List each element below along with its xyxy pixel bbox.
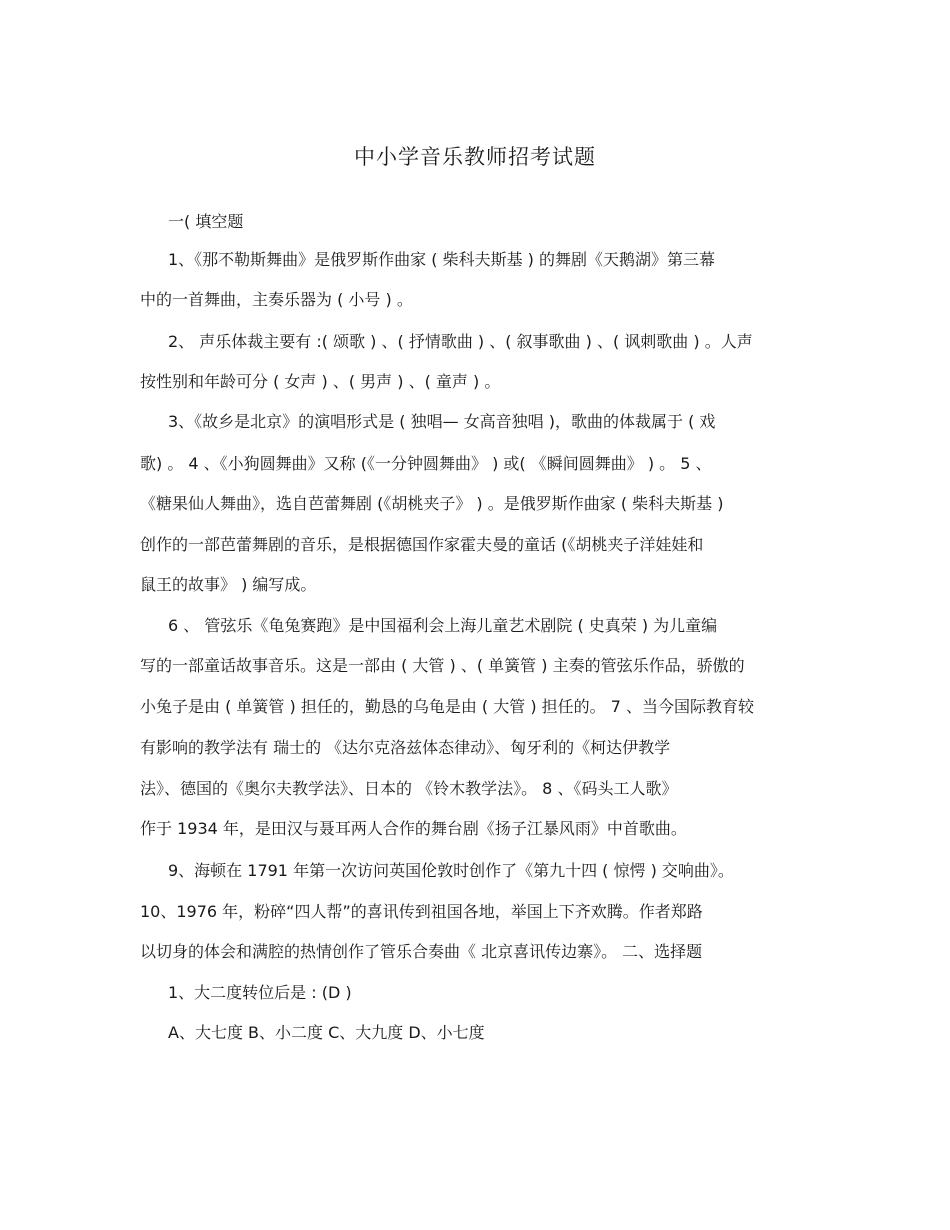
- paragraph-line: 鼠王的故事》 ) 编写成。: [140, 575, 317, 594]
- paragraph-line: 《糖果仙人舞曲》，选自芭蕾舞剧 (《胡桃夹子》 ) 。是俄罗斯作曲家 ( 柴科夫斯基 ): [140, 494, 724, 513]
- paragraph-line: 创作的一部芭蕾舞剧的音乐，是根据德国作家霍夫曼的童话 (《胡桃夹子洋娃娃和: [140, 535, 704, 554]
- paragraph-line: 小兔子是由 ( 单簧管 ) 担任的，勤恳的乌龟是由 ( 大管 ) 担任的。 7 、当今国际教育较: [140, 697, 755, 716]
- answer-options: A、大七度 B、小二度 C、大九度 D、小七度: [168, 1023, 485, 1042]
- paragraph-line: 9、海顿在 1791 年第一次访问英国伦敦时创作了《第九十四 ( 惊愕 ) 交响曲》。: [168, 861, 734, 880]
- paragraph-line: 2、 声乐体裁主要有 :( 颂歌 ) 、( 抒情歌曲 ) 、( 叙事歌曲 ) 、( 讽刺歌曲 ) 。人声: [168, 332, 753, 351]
- paragraph-line: 以切身的体会和满腔的热情创作了管乐合奏曲《 北京喜讯传边寨》。 二、选择题: [140, 942, 703, 961]
- question-line: 1、大二度转位后是 : (D ): [168, 983, 352, 1002]
- paragraph-line: 3、《故乡是北京》的演唱形式是 ( 独唱— 女高音独唱 )，歌曲的体裁属于 ( 戏: [168, 412, 716, 431]
- paragraph-line: 10、1976 年，粉碎“四人帮”的喜讯传到祖国各地，举国上下齐欢腾。作者郑路: [140, 902, 703, 921]
- page-title: 中小学音乐教师招考试题: [354, 145, 596, 169]
- paragraph-line: 6 、 管弦乐《龟兔赛跑》是中国福利会上海儿童艺术剧院 ( 史真荣 ) 为儿童编: [168, 616, 718, 635]
- paragraph-line: 中的一首舞曲，主奏乐器为 ( 小号 ) 。: [140, 290, 413, 309]
- paragraph-line: 按性别和年龄可分 ( 女声 ) 、( 男声 ) 、( 童声 ) 。: [140, 372, 501, 391]
- paragraph-line: 有影响的教学法有 瑞士的 《达尔克洛兹体态律动》、匈牙利的《柯达伊教学: [140, 738, 671, 757]
- paragraph-line: 写的一部童话故事音乐。这是一部由 ( 大管 ) 、( 单簧管 ) 主奏的管弦乐作品，骄傲的: [140, 656, 745, 675]
- paragraph-line: 歌) 。 4 、《小狗圆舞曲》又称 (《一分钟圆舞曲》 ) 或( 《瞬间圆舞曲》 ) 。 5 、: [140, 454, 712, 473]
- paragraph-line: 1、《那不勒斯舞曲》是俄罗斯作曲家 ( 柴科夫斯基 ) 的舞剧《天鹅湖》第三幕: [168, 250, 716, 269]
- paragraph-line: 作于 1934 年，是田汉与聂耳两人合作的舞台剧《扬子江暴风雨》中首歌曲。: [140, 819, 687, 838]
- section-heading-fill-blank: 一( 填空题: [168, 212, 244, 231]
- paragraph-line: 法》、德国的《奥尔夫教学法》、日本的 《铃木教学法》。 8 、《码头工人歌》: [140, 779, 678, 798]
